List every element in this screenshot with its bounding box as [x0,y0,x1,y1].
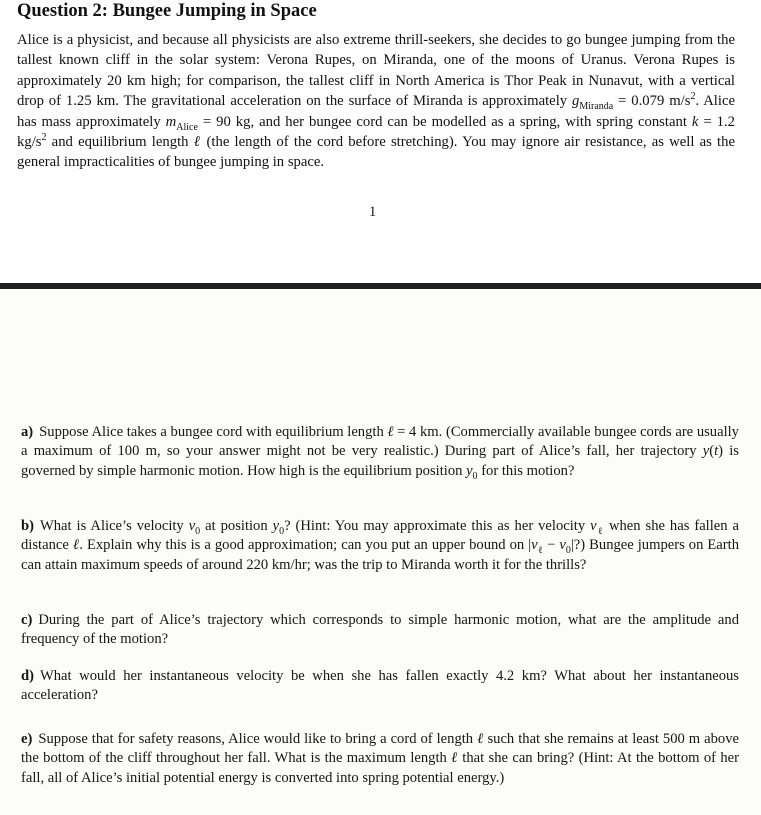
part-a-label: a) [21,424,34,440]
page-two [0,289,761,815]
page-one [0,0,761,283]
part-c: c) During the part of Alice’s trajectory which corresponds to simple harmonic motion, what are the amplitude and frequency of the motion? [21,612,739,648]
part-b: b) What is Alice’s velocity $v_0$ at position $y_0$? (Hint: You may approximate this as her velocity $v_\ell$ when she has fallen a distance ℓ. Explain why this is a good approximation; can you put an upper bound on $|v_\ell$ − $v_0|$?) Bungee jumpers on Earth can attain maximum speeds of around 220 km/hr; was the trip to Miranda worth it for the thrills? [21,518,739,573]
part-c-label: c) [21,612,33,628]
question-intro: Alice is a physicist, and because all physicists are also extreme thrill-seekers, she decides to go bungee jumping from the tallest known cliff in the solar system: Verona Rupes, on Miranda, one of the moons of Uranus. Verona Rupes is approximately 20 km high; for comparison, the tallest cliff in North America is Thor Peak in Nunavut, with a vertical drop of 1.25 km. The gravitational acceleration on the surface of Miranda is approximately $g_{Miranda} = 0.079$ $m/s^2$. Alice has mass approximately $m_{Alice} = 90$ kg, and her bungee cord can be modelled as a spring, with spring constant k = 1.2 $kg/s^2$ and equilibrium length ℓ (the length of the cord before stretching). You may ignore air resistance, as well as the general impracticalities of bungee jumping in space. [17,32,736,171]
question-title: Question 2: Bungee Jumping in Space [17,1,317,21]
part-d-label: d) [21,668,34,684]
part-d: d) What would her instantaneous velocity be when she has fallen exactly 4.2 km? What about her instantaneous acceleration? [21,668,739,704]
part-a: a) Suppose Alice takes a bungee cord with equilibrium length ℓ = 4 km. (Commercially available bungee cords are usually a maximum of 100 m, so your answer might not be very realistic.) During part of Alice’s fall, her trajectory y(t) is governed by simple harmonic motion. How high is the equilibrium position $y_0$ for this motion? [21,424,739,482]
part-e-label: e) [21,731,33,747]
page-number: 1 [369,204,377,220]
part-e: e) Suppose that for safety reasons, Alice would like to bring a cord of length ℓ such that she remains at least 500 m above the bottom of the cliff throughout her fall. What is the maximum length ℓ that she can bring? (Hint: At the bottom of her fall, all of Alice’s initial potential energy is converted into spring potential energy.) [21,731,739,786]
part-b-label: b) [21,518,34,534]
